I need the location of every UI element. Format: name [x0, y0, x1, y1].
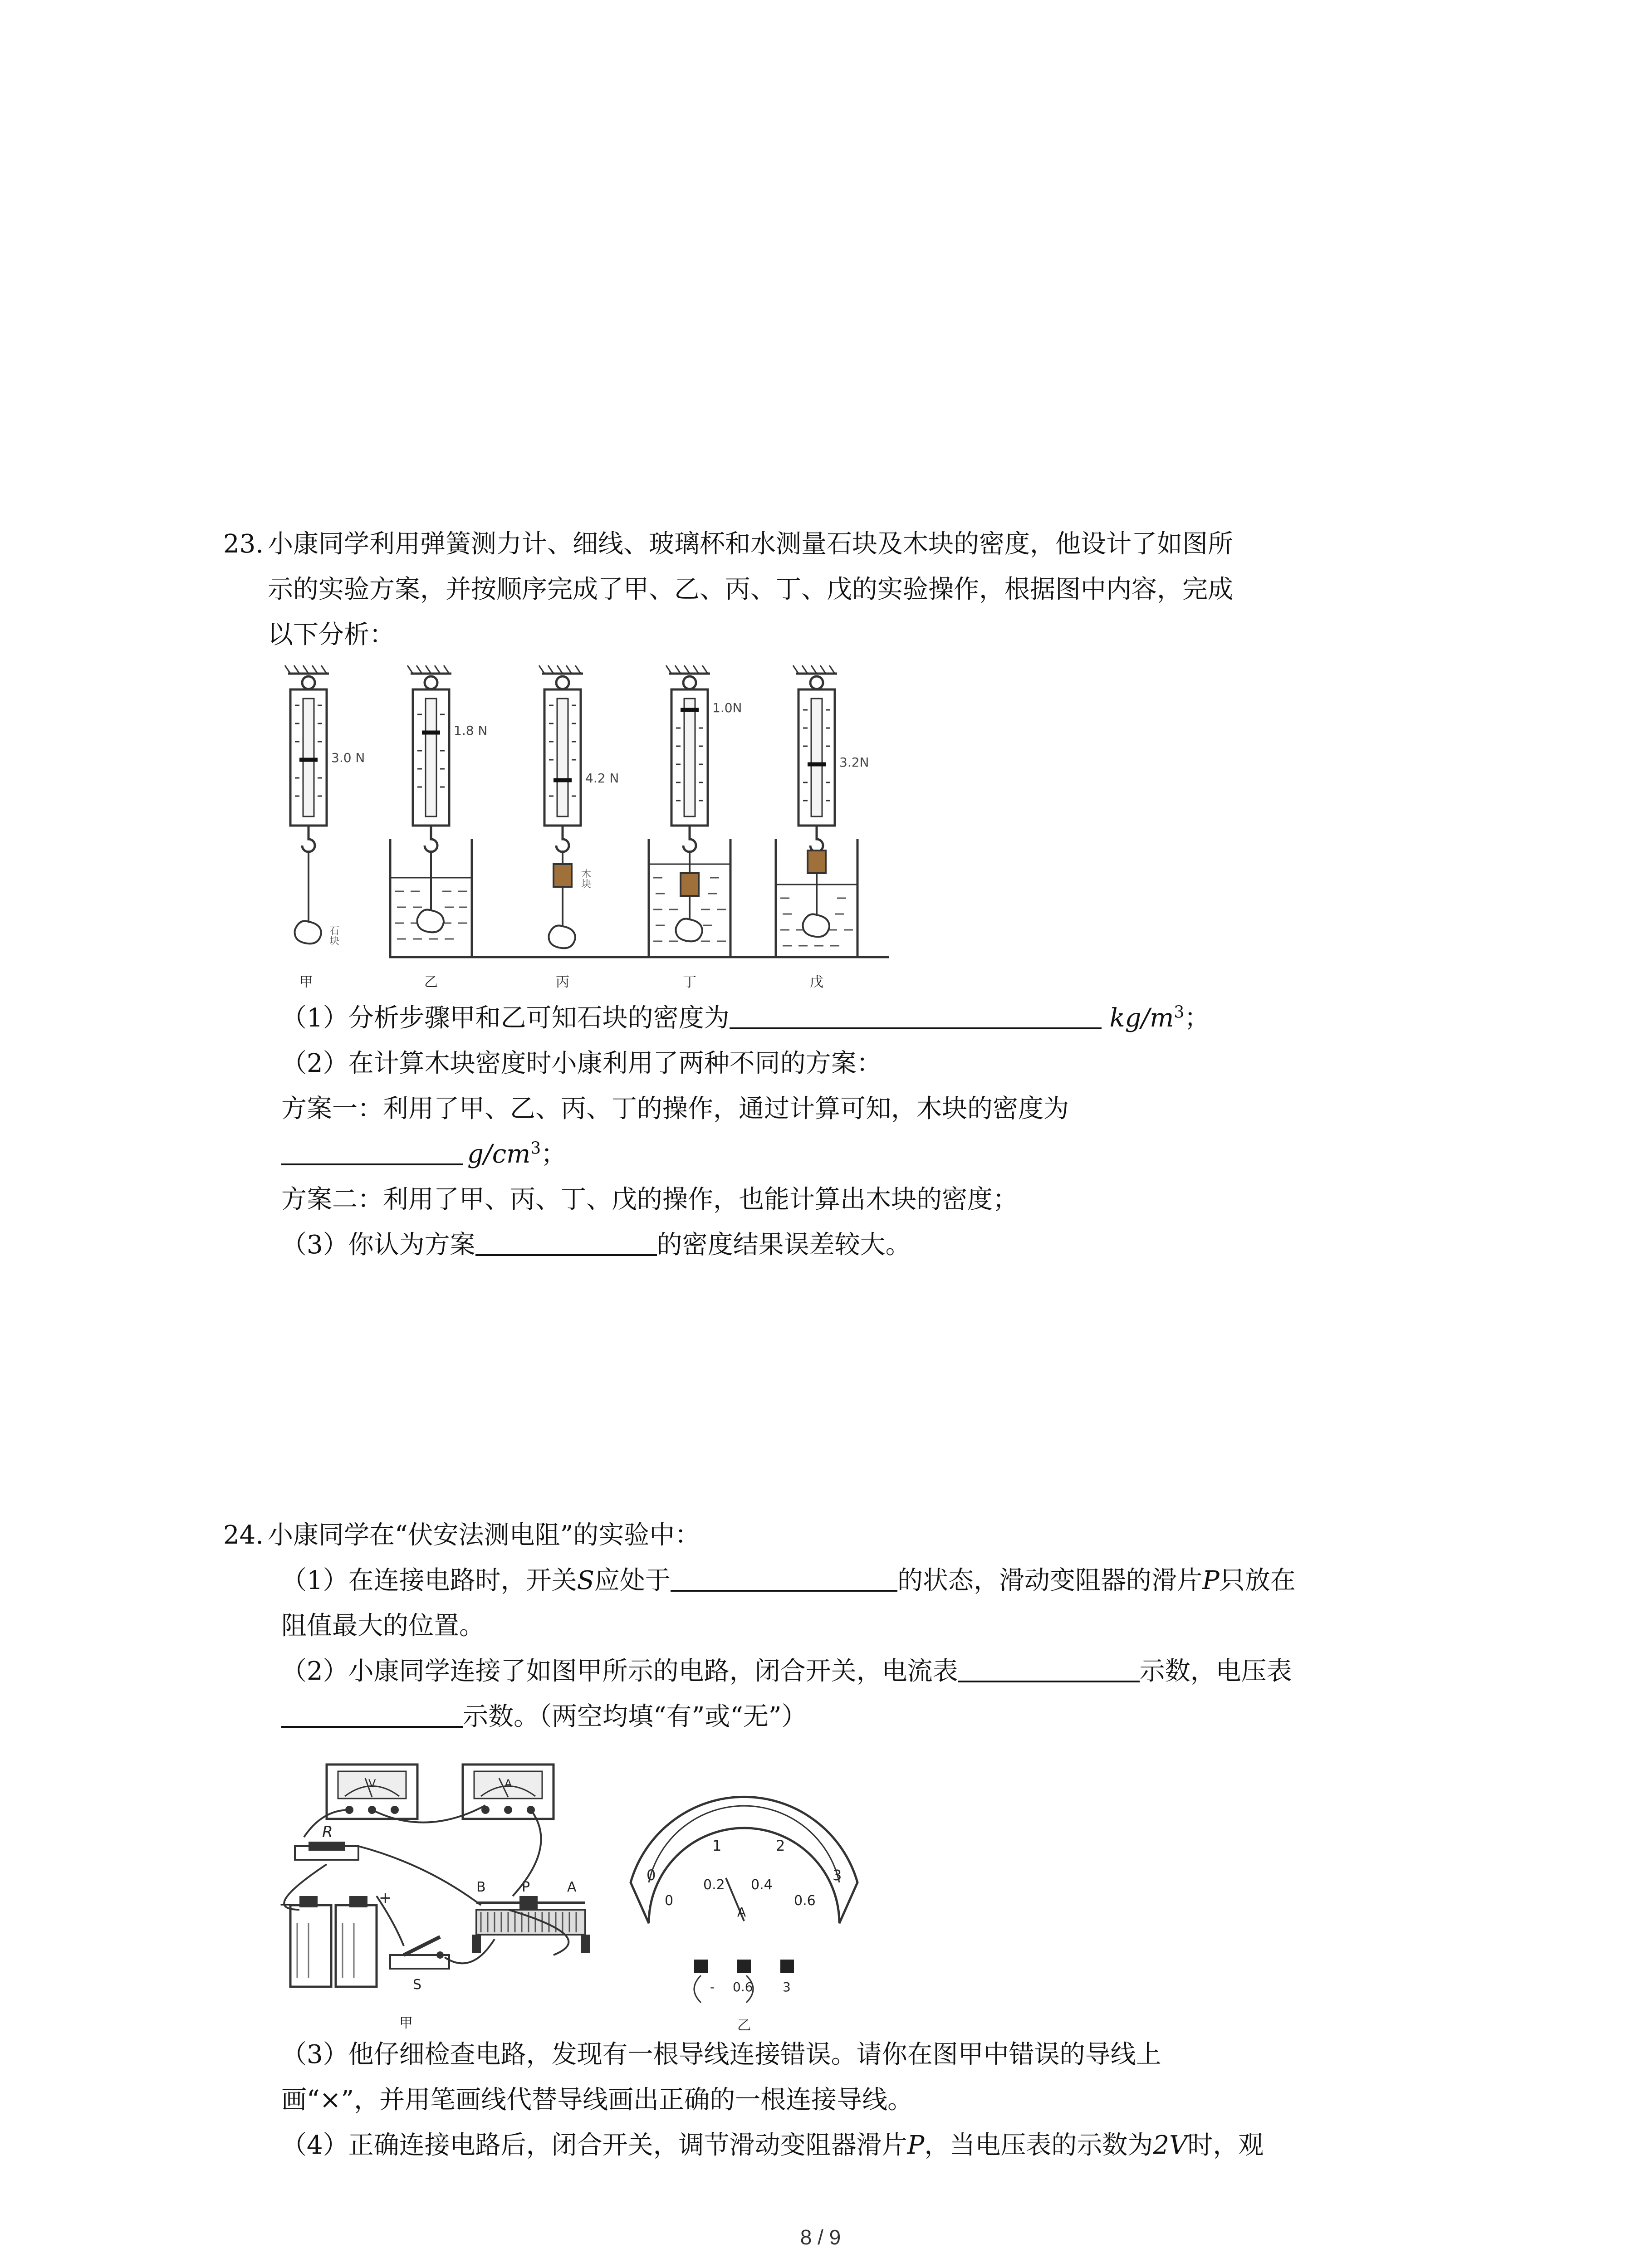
- reading-bing: 4.2 N: [585, 771, 619, 786]
- answer-blank-ammeter[interactable]: [958, 1653, 1140, 1682]
- svg-text:0.6: 0.6: [733, 1980, 753, 1994]
- question-number: 24.: [223, 1520, 264, 1550]
- svg-text:2: 2: [776, 1837, 785, 1854]
- svg-text:0.6: 0.6: [794, 1893, 816, 1909]
- question-text: 小康同学在“伏安法测电阻”的实验中：: [268, 1520, 700, 1550]
- question-text: 示的实验方案，并按顺序完成了甲、乙、丙、丁、戊的实验操作，根据图中内容，完成: [268, 575, 1233, 604]
- svg-text:A: A: [737, 1905, 746, 1920]
- svg-text:A: A: [567, 1879, 577, 1895]
- scale-bing: [539, 665, 583, 948]
- svg-text:0.4: 0.4: [751, 1877, 773, 1893]
- caption-bing: 丙: [556, 974, 569, 990]
- svg-text:-: -: [710, 1980, 715, 1994]
- answer-blank-switch-state[interactable]: [671, 1563, 897, 1592]
- part-1-text: （1）分析步骤甲和乙可知石块的密度为: [281, 1003, 730, 1033]
- rheostat: [472, 1879, 590, 1953]
- answer-blank-plan[interactable]: [475, 1227, 657, 1256]
- svg-text:1: 1: [712, 1837, 722, 1854]
- reading-jia: 3.0 N: [331, 750, 365, 765]
- svg-text:−: −: [279, 1896, 292, 1914]
- svg-text:R: R: [322, 1823, 333, 1841]
- caption-jia: 甲: [299, 974, 313, 990]
- reading-wu: 3.2N: [839, 755, 869, 770]
- circuit-figure: [272, 1746, 871, 2037]
- answer-blank-wood-density[interactable]: [281, 1136, 463, 1165]
- reading-yi: 1.8 N: [454, 723, 488, 738]
- svg-text:+: +: [379, 1889, 392, 1907]
- part-2: （2）小康同学连接了如图甲所示的电路，闭合开关，电流表 示数，电压表: [281, 1649, 1292, 1694]
- part-3: （3）你认为方案 的密度结果误差较大。: [281, 1222, 911, 1268]
- part-2: （2）在计算木块密度时小康利用了两种不同的方案：: [281, 1049, 882, 1078]
- caption-yi: 乙: [737, 2018, 751, 2033]
- part-3: （3）他仔细检查电路，发现有一根导线连接错误。请你在图甲中错误的导线上: [281, 2040, 1161, 2069]
- svg-text:0: 0: [647, 1867, 656, 1884]
- question-text: 以下分析：: [268, 620, 395, 650]
- page-number: 8 / 9: [800, 2225, 841, 2249]
- scale-wu: [776, 665, 857, 957]
- caption-yi: 乙: [424, 974, 438, 990]
- part-2-cont: 示数。（两空均填“有”或“无”）: [281, 1694, 807, 1740]
- scale-yi: [390, 665, 472, 957]
- battery: [279, 1889, 392, 1987]
- svg-text:0.2: 0.2: [703, 1877, 725, 1893]
- unit-kg-m3: $kg/m^3$: [1109, 1003, 1185, 1033]
- scale-jia: [285, 665, 329, 943]
- ammeter-dial: [631, 1797, 857, 2033]
- stone: [295, 921, 321, 943]
- caption-wu: 戊: [810, 974, 823, 990]
- question-number: 23.: [223, 529, 264, 559]
- svg-text:S: S: [413, 1977, 422, 1993]
- part-1: （1）在连接电路时，开关S应处于 的状态，滑动变阻器的滑片P只放在: [281, 1558, 1296, 1603]
- svg-text:V: V: [368, 1777, 376, 1790]
- part-4: （4）正确连接电路后，闭合开关，调节滑动变阻器滑片P，当电压表的示数为2V时，观: [281, 2131, 1264, 2160]
- wood-block: [554, 864, 572, 887]
- part-3-cont: 画“×”，并用笔画线代替导线画出正确的一根连接导线。: [281, 2085, 913, 2115]
- answer-blank-stone-density[interactable]: [730, 1000, 1102, 1029]
- reading-ding: 1.0N: [712, 700, 742, 715]
- svg-text:3: 3: [783, 1980, 791, 1994]
- plan-1: 方案一：利用了甲、乙、丙、丁的操作，通过计算可知，木块的密度为: [281, 1094, 1069, 1124]
- plan-1-answer: $g/cm^3$；: [281, 1132, 566, 1177]
- plan-2: 方案二：利用了甲、丙、丁、戊的操作，也能计算出木块的密度；: [281, 1185, 1018, 1214]
- answer-blank-voltmeter[interactable]: [281, 1699, 463, 1728]
- question-text: 小康同学利用弹簧测力计、细线、玻璃杯和水测量石块及木块的密度，他设计了如图所: [268, 529, 1233, 559]
- svg-text:3: 3: [833, 1867, 842, 1884]
- svg-text:B: B: [476, 1879, 486, 1895]
- svg-text:P: P: [522, 1879, 530, 1895]
- label-wood: 木块: [579, 869, 591, 889]
- resistor: [295, 1823, 358, 1860]
- spring-scale-figure: [268, 660, 912, 996]
- svg-text:A: A: [505, 1777, 512, 1790]
- part-1: （1）分析步骤甲和乙可知石块的密度为 $kg/m^3$；: [281, 996, 1210, 1041]
- part-1-cont: 阻值最大的位置。: [281, 1611, 485, 1641]
- caption-ding: 丁: [683, 974, 696, 990]
- switch: [390, 1937, 449, 1993]
- svg-text:0: 0: [665, 1893, 674, 1909]
- caption-jia: 甲: [399, 2015, 413, 2031]
- label-stone: 石块: [328, 925, 339, 945]
